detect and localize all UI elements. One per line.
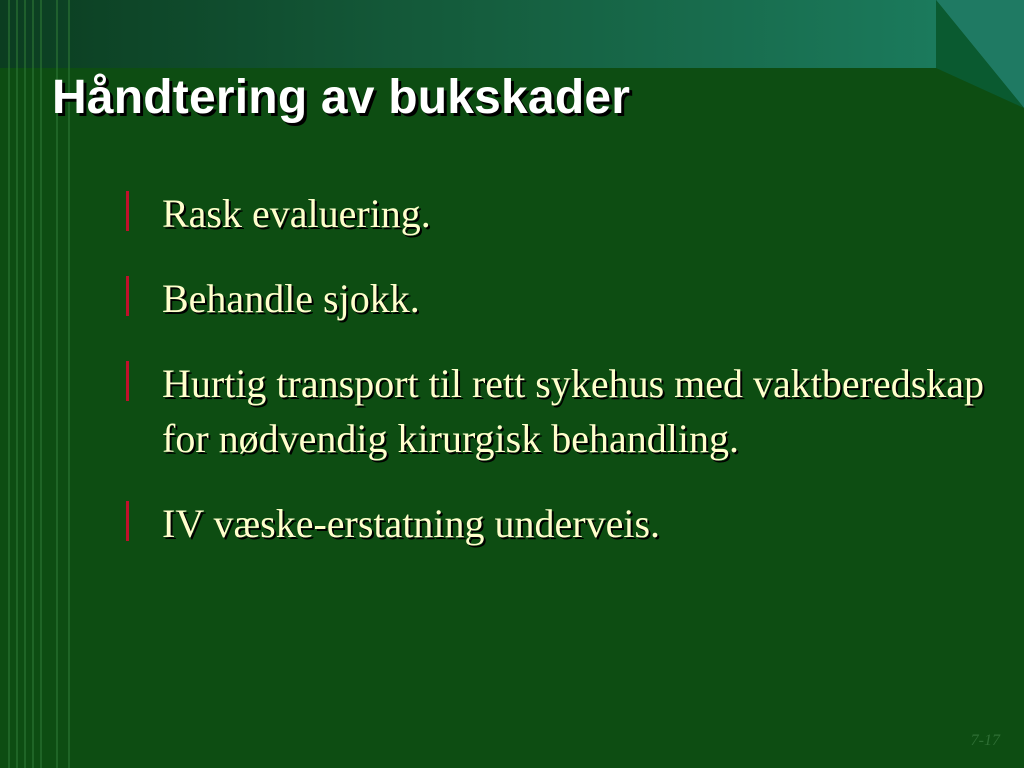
header-band [0, 0, 936, 68]
bullet-item [118, 356, 998, 466]
bullet-item [118, 271, 998, 326]
bullet-text: Hurtig transport til rett sykehus med vaktberedskap for nødvendig kirurgisk behandling. [162, 361, 985, 461]
bullet-marker-icon [126, 276, 129, 316]
corner-fold-decoration [936, 0, 1024, 108]
left-stripe [16, 0, 18, 768]
slide-number: 7-17 [970, 732, 1000, 749]
bullet-marker-icon [126, 501, 129, 541]
left-stripe [32, 0, 34, 768]
slide-title: Håndtering av bukskader [52, 71, 631, 124]
left-stripe [24, 0, 26, 768]
bullet-text: Rask evaluering. [162, 191, 431, 236]
bullet-marker-icon [126, 191, 129, 231]
left-stripe [40, 0, 42, 768]
left-stripe [8, 0, 10, 768]
bullet-list [118, 186, 998, 581]
bullet-text: IV væske-erstatning underveis. [162, 501, 661, 546]
bullet-marker-icon [126, 361, 129, 401]
bullet-item [118, 496, 998, 551]
bullet-text: Behandle sjokk. [162, 276, 420, 321]
bullet-item [118, 186, 998, 241]
